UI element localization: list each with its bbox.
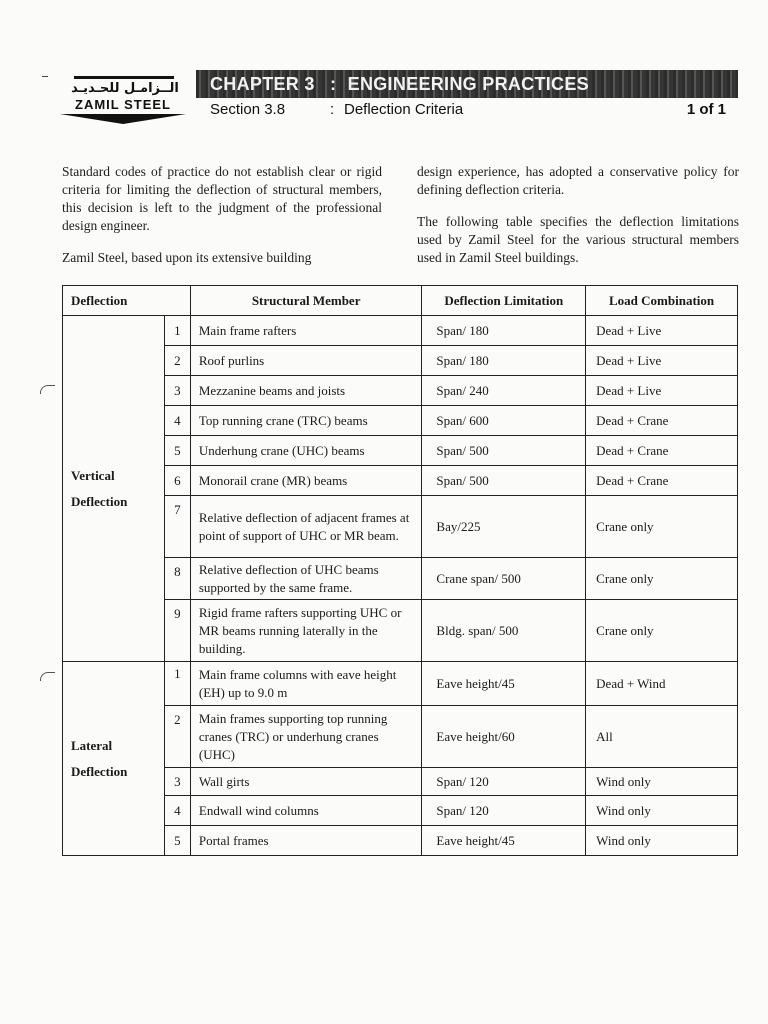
chapter-title: ENGINEERING PRACTICES: [347, 74, 589, 94]
deflection-table: [62, 285, 738, 856]
chapter-heading: [210, 72, 589, 96]
row-number: 5: [164, 826, 190, 856]
row-number: 1: [164, 662, 190, 706]
deflection-limit: Span/ 120: [422, 796, 586, 826]
structural-member: Relative deflection of UHC beams supported by the same frame.: [190, 558, 422, 600]
row-number: 9: [164, 600, 190, 662]
table-row: [63, 406, 738, 436]
page-indicator: 1 of 1: [686, 101, 726, 118]
row-number: 7: [164, 496, 190, 558]
row-number: 2: [164, 706, 190, 768]
group-label: Deflection: [71, 493, 128, 509]
intro-paragraph: Zamil Steel, based upon its extensive building: [62, 250, 312, 265]
structural-member: Monorail crane (MR) beams: [190, 466, 422, 496]
row-number: 5: [164, 436, 190, 466]
table-row: [63, 496, 738, 558]
structural-member: Main frames supporting top running cranes (TRC) or underhung cranes (UHC): [190, 706, 422, 768]
structural-member: Relative deflection of adjacent frames at point of support of UHC or MR beam.: [190, 496, 422, 558]
structural-member: Wall girts: [190, 768, 422, 796]
load-combination: Wind only: [586, 796, 738, 826]
section-header: [196, 98, 740, 124]
deflection-limit: Span/ 240: [422, 376, 586, 406]
deflection-limit: Bldg. span/ 500: [422, 600, 586, 662]
load-combination: Dead + Live: [586, 316, 738, 346]
logo-wedge: [60, 114, 186, 124]
load-combination: Crane only: [586, 496, 738, 558]
deflection-limit: Span/ 120: [422, 768, 586, 796]
table-header-row: [63, 286, 738, 316]
structural-member: Top running crane (TRC) beams: [190, 406, 422, 436]
load-combination: Dead + Live: [586, 346, 738, 376]
deflection-limit: Span/ 180: [422, 316, 586, 346]
deflection-limit: Eave height/60: [422, 706, 586, 768]
row-number: 1: [164, 316, 190, 346]
row-number: 3: [164, 376, 190, 406]
load-combination: Dead + Crane: [586, 466, 738, 496]
load-combination: Dead + Wind: [586, 662, 738, 706]
deflection-limit: Crane span/ 500: [422, 558, 586, 600]
structural-member: Endwall wind columns: [190, 796, 422, 826]
deflection-limit: Span/ 500: [422, 436, 586, 466]
table-row: [63, 826, 738, 856]
intro-paragraph: The following table specifies the deflection limitations used by Zamil Steel for the various structural members used in Zamil Steel buildings.: [417, 214, 739, 265]
logo-bar: [74, 76, 174, 79]
group-lateral-deflection: [63, 662, 165, 856]
structural-member: Main frame columns with eave height (EH) up to 9.0 m: [190, 662, 422, 706]
margin-mark: [40, 672, 55, 681]
structural-member: Portal frames: [190, 826, 422, 856]
deflection-limit: Span/ 500: [422, 466, 586, 496]
deflection-limit: Eave height/45: [422, 662, 586, 706]
group-vertical-deflection: [63, 316, 165, 662]
margin-mark: [40, 385, 55, 394]
table-row: [63, 376, 738, 406]
structural-member: Roof purlins: [190, 346, 422, 376]
structural-member: Underhung crane (UHC) beams: [190, 436, 422, 466]
header-deflection: Deflection: [63, 286, 191, 316]
header-structural-member: Structural Member: [190, 286, 422, 316]
load-combination: Crane only: [586, 558, 738, 600]
table-row: [63, 768, 738, 796]
section-separator: :: [330, 101, 335, 118]
load-combination: Wind only: [586, 826, 738, 856]
chapter-number: CHAPTER 3: [210, 74, 315, 94]
deflection-limit: Bay/225: [422, 496, 586, 558]
section-number: Section 3.8: [210, 101, 286, 118]
structural-member: Rigid frame rafters supporting UHC or MR beams running laterally in the building.: [190, 600, 422, 662]
table-row: [63, 316, 738, 346]
table-row: [63, 796, 738, 826]
row-number: 3: [164, 768, 190, 796]
row-number: 4: [164, 796, 190, 826]
table-row: [63, 662, 738, 706]
scan-mark: [42, 76, 48, 77]
row-number: 8: [164, 558, 190, 600]
intro-left-column: [62, 163, 382, 281]
group-label: Vertical: [71, 467, 115, 483]
row-number: 2: [164, 346, 190, 376]
deflection-limit: Span/ 600: [422, 406, 586, 436]
load-combination: Dead + Crane: [586, 406, 738, 436]
load-combination: All: [586, 706, 738, 768]
load-combination: Crane only: [586, 600, 738, 662]
deflection-limit: Eave height/45: [422, 826, 586, 856]
deflection-limit: Span/ 180: [422, 346, 586, 376]
load-combination: Dead + Crane: [586, 436, 738, 466]
table-row: [63, 558, 738, 600]
chapter-separator: :: [330, 74, 337, 94]
row-number: 6: [164, 466, 190, 496]
header-load-combination: Load Combination: [586, 286, 738, 316]
row-number: 4: [164, 406, 190, 436]
section-title: Deflection Criteria: [344, 101, 464, 118]
logo-arabic-text: الــزامـل للحـديـد: [71, 81, 179, 96]
zamil-steel-logo: [60, 68, 188, 128]
logo-brand-text: ZAMIL STEEL: [75, 97, 171, 112]
load-combination: Wind only: [586, 768, 738, 796]
table-row: [63, 600, 738, 662]
group-label: Deflection: [71, 763, 128, 779]
header-deflection-limitation: Deflection Limitation: [422, 286, 586, 316]
load-combination: Dead + Live: [586, 376, 738, 406]
intro-paragraph: Standard codes of practice do not establish clear or rigid criteria for limiting the deflection of structural members, this decision is left to the judgment of the professional design engineer.: [62, 164, 382, 233]
table-row: [63, 436, 738, 466]
table-row: [63, 706, 738, 768]
table-row: [63, 346, 738, 376]
structural-member: Main frame rafters: [190, 316, 422, 346]
group-label: Lateral: [71, 737, 113, 753]
intro-right-column: [417, 163, 739, 281]
table-row: [63, 466, 738, 496]
intro-paragraph: design experience, has adopted a conservative policy for defining deflection criteria.: [417, 164, 739, 197]
structural-member: Mezzanine beams and joists: [190, 376, 422, 406]
